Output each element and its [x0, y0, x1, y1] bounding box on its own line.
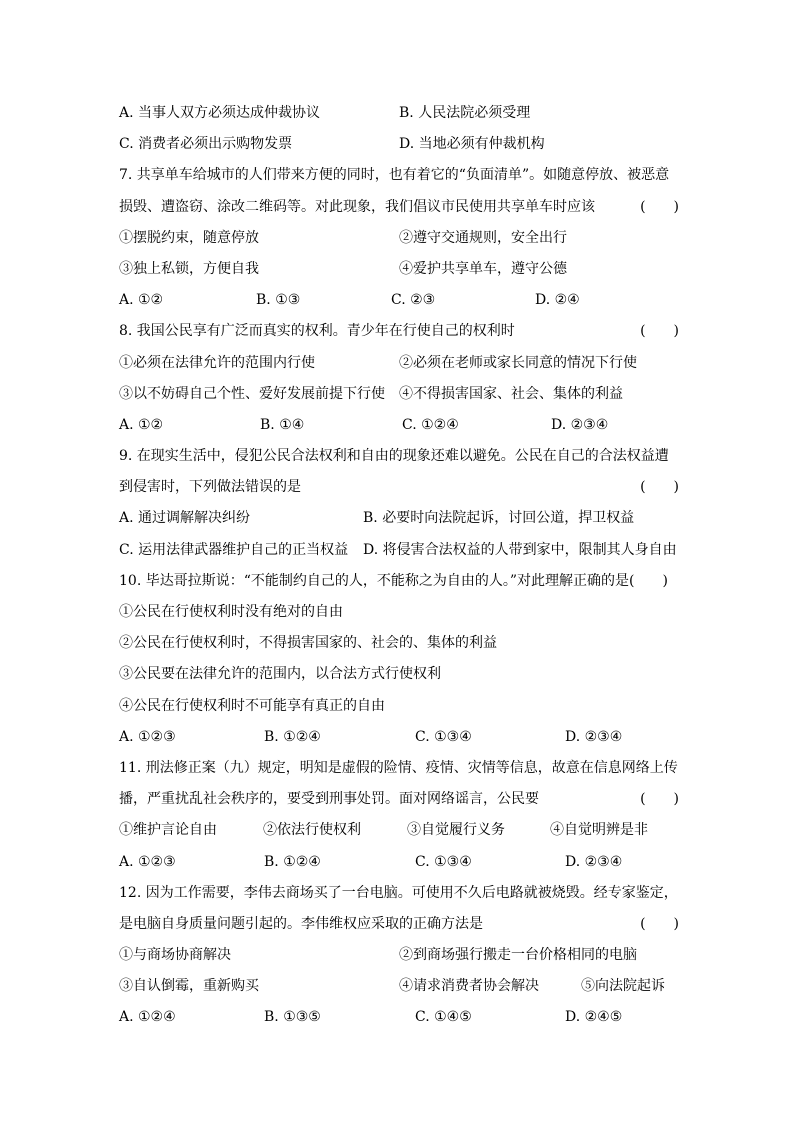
- q6-option-d[interactable]: D. 当地必须有仲裁机构: [399, 136, 545, 153]
- q8-item-1: ①必须在法律允许的范围内行使: [119, 354, 315, 371]
- q9-stem-line-1: 9. 在现实生活中，侵犯公民合法权利和自由的现象还难以避免。公民在自己的合法权益遭: [119, 448, 669, 465]
- q10-option-c[interactable]: C. ①③④: [415, 728, 472, 745]
- q12-items-row-1: [119, 940, 679, 971]
- q12-answer-blank[interactable]: ( ): [640, 915, 679, 932]
- q10-item-3: ③公民要在法律允许的范围内，以合法方式行使权利: [119, 666, 441, 683]
- q8-items-row-2: [119, 379, 679, 410]
- q9-stem-line-2: [119, 472, 679, 503]
- q8-option-d[interactable]: D. ②③④: [551, 416, 609, 433]
- q9-stem-text: 到侵害时，下列做法错误的是: [119, 479, 301, 496]
- q9-option-c[interactable]: C. 运用法律武器维护自己的正当权益: [119, 541, 349, 558]
- q11-stem-text: 播，严重扰乱社会秩序的，要受到刑事处罚。面对网络谣言，公民要: [119, 791, 539, 808]
- q12-item-4: ④请求消费者协会解决: [399, 978, 539, 995]
- q11-item-3: ③自觉履行义务: [407, 822, 505, 839]
- q8-item-2: ②必须在老师或家长同意的情况下行使: [399, 354, 637, 371]
- q11-stem-line-1: 11. 刑法修正案（九）规定，明知是虚假的险情、疫情、灾情等信息，故意在信息网络上传: [119, 759, 678, 776]
- q9-options-row-2: [119, 535, 679, 566]
- q12-stem-line-2: [119, 909, 679, 940]
- q11-answer-blank[interactable]: ( ): [640, 791, 679, 808]
- q8-answer-blank[interactable]: ( ): [640, 323, 679, 340]
- q12-item-1: ①与商场协商解决: [119, 947, 231, 964]
- q6-option-b[interactable]: B. 人民法院必须受理: [399, 105, 531, 121]
- q12-option-a[interactable]: A. ①②④: [119, 1009, 176, 1026]
- q7-stem-line-2: [119, 192, 679, 223]
- q11-option-d[interactable]: D. ②③④: [565, 853, 623, 870]
- q8-option-c[interactable]: C. ①②④: [402, 416, 459, 433]
- q6-options-row-2: [119, 129, 679, 160]
- q10-stem-line-1: 10. 毕达哥拉斯说：“不能制约自己的人，不能称之为自由的人。”对此理解正确的是( ): [119, 572, 668, 589]
- q10-option-b[interactable]: B. ①②④: [264, 728, 321, 745]
- q11-options: [119, 847, 679, 878]
- q12-stem-text: 是电脑自身质量问题引起的。李伟维权应采取的正确方法是: [119, 915, 483, 932]
- q12-option-d[interactable]: D. ②④⑤: [565, 1009, 623, 1026]
- q11-item-1: ①维护言论自由: [119, 822, 217, 839]
- q12-items-row-2: [119, 971, 679, 1002]
- q7-option-a[interactable]: A. ①②: [119, 292, 164, 309]
- q9-option-b[interactable]: B. 必要时向法院起诉，讨回公道，捍卫权益: [363, 510, 635, 527]
- q7-item-1: ①摆脱约束，随意停放: [119, 229, 259, 246]
- q8-option-a[interactable]: A. ①②: [119, 416, 164, 433]
- q10-item-1: ①公民在行使权利时没有绝对的自由: [119, 604, 343, 620]
- q12-item-3: ③自认倒霉，重新购买: [119, 978, 259, 995]
- q12-item-2: ②到商场强行搬走一台价格相同的电脑: [399, 947, 637, 964]
- q7-items-row-2: [119, 254, 679, 285]
- q12-item-5: ⑤向法院起诉: [581, 978, 665, 995]
- q12-option-c[interactable]: C. ①④⑤: [415, 1009, 472, 1026]
- q9-answer-blank[interactable]: ( ): [640, 479, 679, 496]
- q10-option-d[interactable]: D. ②③④: [565, 728, 623, 745]
- q8-items-row-1: [119, 348, 679, 379]
- question-list: [119, 98, 679, 1034]
- q7-item-2: ②遵守交通规则，安全出行: [399, 229, 567, 246]
- q11-option-c[interactable]: C. ①③④: [415, 853, 472, 870]
- q9-options-row-1: [119, 503, 679, 534]
- q10-option-a[interactable]: A. ①②③: [119, 728, 176, 745]
- q11-stem-line-2: [119, 784, 679, 815]
- q11-item-4: ④自觉明辨是非: [550, 822, 648, 839]
- q10-options: [119, 722, 679, 753]
- q8-stem-text: 8. 我国公民享有广泛而真实的权利。青少年在行使自己的权利时: [119, 323, 515, 340]
- q8-stem-line-1: [119, 316, 679, 347]
- q7-answer-blank[interactable]: ( ): [640, 198, 679, 215]
- q9-option-d[interactable]: D. 将侵害合法权益的人带到家中，限制其人身自由: [363, 541, 677, 558]
- q6-option-a[interactable]: A. 当事人双方必须达成仲裁协议: [119, 105, 321, 121]
- q11-option-b[interactable]: B. ①②④: [264, 853, 321, 870]
- q7-item-4: ④爱护共享单车，遵守公德: [399, 260, 567, 277]
- q7-stem-line-1: 7. 共享单车给城市的人们带来方便的同时，也有着它的“负面清单”。如随意停放、被恶意: [119, 167, 670, 184]
- q7-option-d[interactable]: D. ②④: [535, 292, 580, 309]
- q7-option-b[interactable]: B. ①③: [256, 292, 301, 309]
- q8-item-3: ③以不妨碍自己个性、爱好发展前提下行使: [119, 385, 385, 402]
- q12-options: [119, 1002, 679, 1033]
- q11-items: [119, 815, 679, 846]
- q6-option-c[interactable]: C. 消费者必须出示购物发票: [119, 136, 293, 153]
- q7-options: [119, 285, 679, 316]
- q7-item-3: ③独上私锁，方便自我: [119, 260, 259, 277]
- q8-option-b[interactable]: B. ①④: [260, 416, 305, 433]
- q7-items-row-1: [119, 223, 679, 254]
- q10-item-4: ④公民在行使权利时不可能享有真正的自由: [119, 697, 385, 714]
- q7-stem-text: 损毁、遭盗窃、涂改二维码等。对此现象，我们倡议市民使用共享单车时应该: [119, 198, 595, 215]
- q9-option-a[interactable]: A. 通过调解解决纠纷: [119, 510, 251, 527]
- q12-stem-line-1: 12. 因为工作需要，李伟去商场买了一台电脑。可使用不久后电路就被烧毁。经专家鉴定，: [119, 884, 678, 901]
- q11-item-2: ②依法行使权利: [263, 822, 361, 839]
- q8-item-4: ④不得损害国家、社会、集体的利益: [399, 385, 623, 402]
- q11-option-a[interactable]: A. ①②③: [119, 853, 176, 870]
- q10-item-2: ②公民在行使权利时，不得损害国家的、社会的、集体的利益: [119, 635, 497, 652]
- q6-options-row-1: [119, 98, 679, 129]
- q7-option-c[interactable]: C. ②③: [391, 292, 436, 309]
- q8-options: [119, 410, 679, 441]
- q12-option-b[interactable]: B. ①③⑤: [264, 1009, 321, 1026]
